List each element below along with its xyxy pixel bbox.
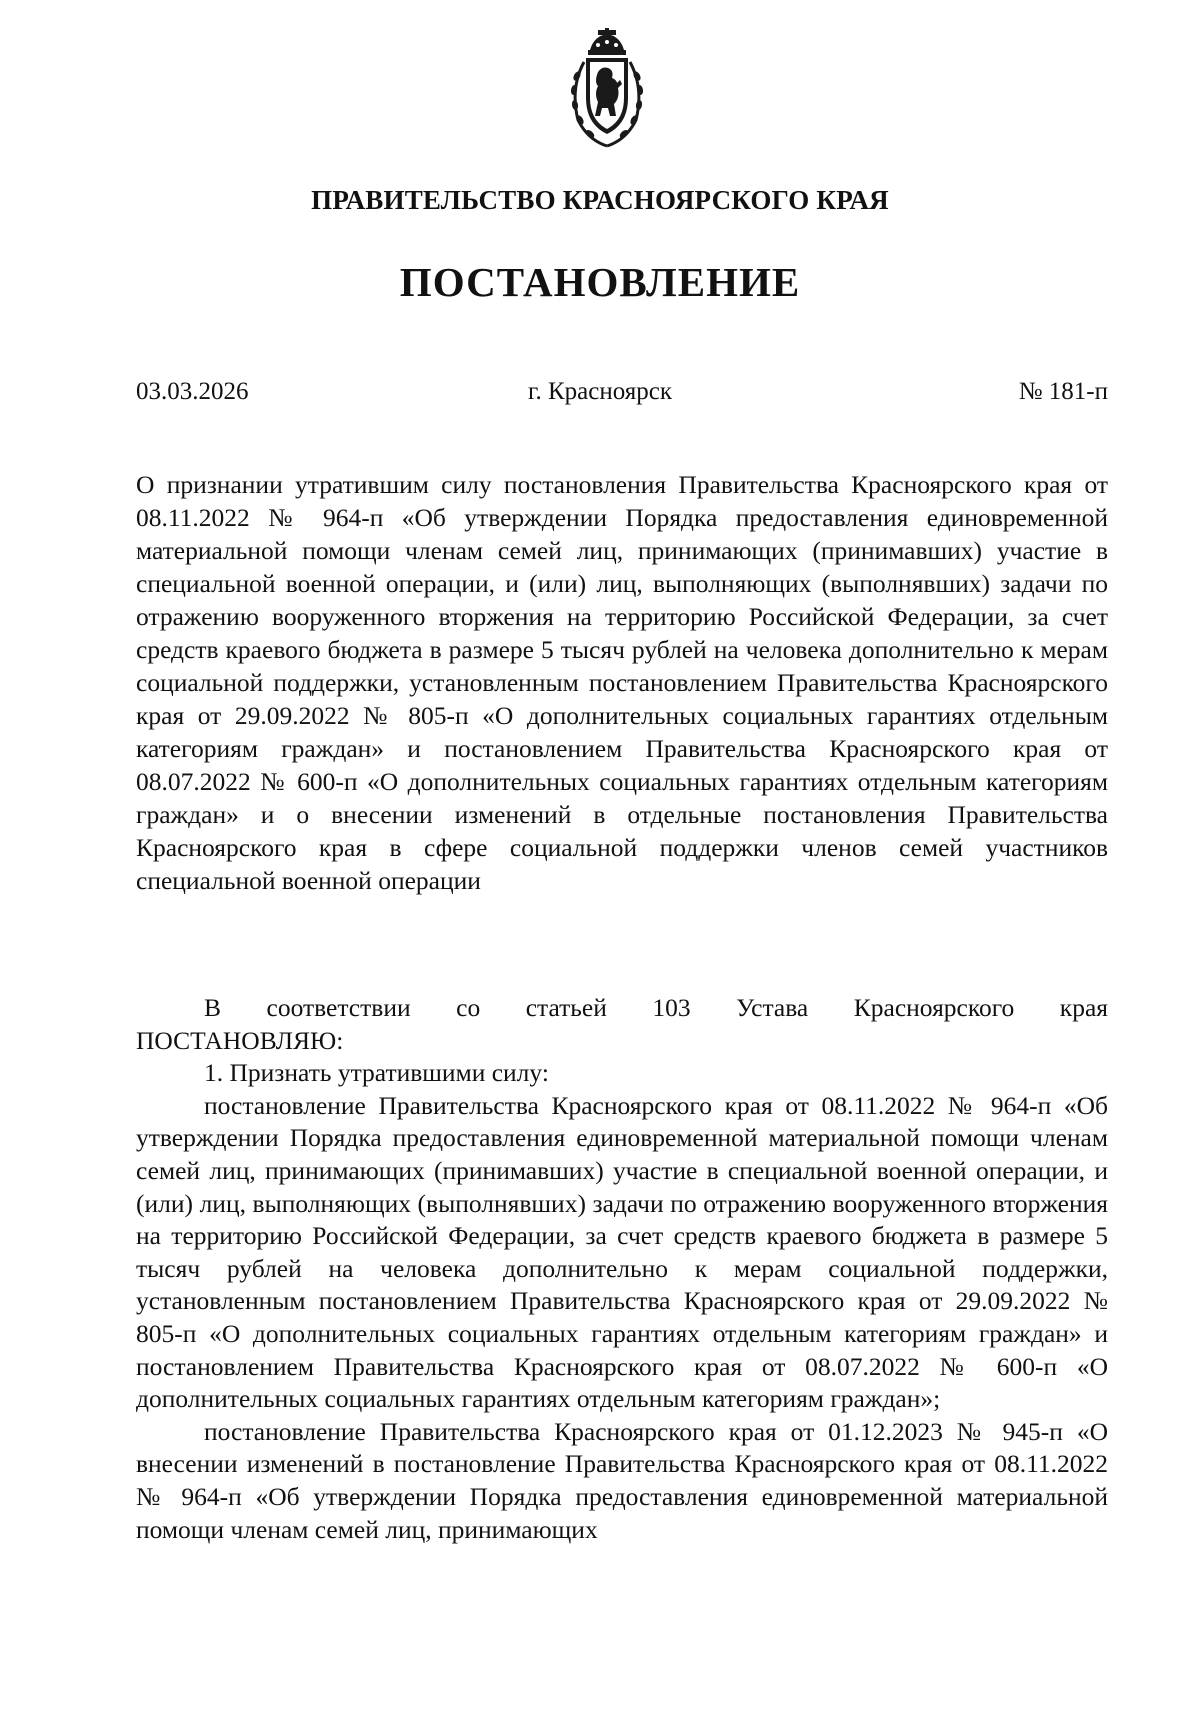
body-paragraph-1: постановление Правительства Красноярского края от 08.11.2022 № 964-п «Об утверждении Порядка предоставления единовременной материальной помощи членам семей лиц, принимающих (принимавших) участие в специальной военной операции, и (или) лиц, выполняющих (выполнявших) задачи по отражению вооруженного вторжения на территорию Российской Федерации, за счет средств краевого бюджета в размере 5 тысяч рублей на человека дополнительно к мерам социальной поддержки, установленным постановлением Правительства Красноярского края от 29.09.2022 № 805-п «О дополнительных социальных гарантиях отдельным категориям граждан» и постановлением Правительства Красноярского края от 08.07.2022 № 600-п «О дополнительных социальных гарантиях отдельным категориям граждан»; — [136, 1090, 1108, 1414]
coat-of-arms-icon — [568, 28, 646, 150]
item-1: 1. Признать утратившими силу: — [204, 1058, 549, 1088]
document-body — [136, 992, 1108, 1546]
body-paragraph-2: постановление Правительства Красноярского края от 01.12.2023 № 945-п «О внесении изменений в постановление Правительства Красноярского края от 08.11.2022 № 964-п «Об утверждении Порядка предоставления единовременной материальной помощи членам семей лиц, принимающих — [136, 1416, 1108, 1544]
document-date: 03.03.2026 — [136, 378, 249, 405]
document-type: ПОСТАНОВЛЕНИЕ — [399, 259, 801, 305]
document-number: № 181-п — [1018, 378, 1108, 405]
intro-text: В соответствии со статьей 103 Устава Красноярского края — [204, 993, 1108, 1022]
resolve-keyword: ПОСТАНОВЛЯЮ: — [136, 1025, 344, 1055]
intro-paragraph — [136, 992, 1108, 1057]
document-subject: О признании утратившим силу постановления Правительства Красноярского края от 08.11.2022 № 964-п «Об утверждении Порядка предоставления единовременной материальной помощи членам семей лиц, принимающих (принимавших) участие в специальной военной операции, и (или) лиц, выполняющих (выполнявших) задачи по отражению вооруженного вторжения на территорию Российской Федерации, за счет средств краевого бюджета в размере 5 тысяч рублей на человека дополнительно к мерам социальной поддержки, установленным постановлением Правительства Красноярского края от 29.09.2022 № 805-п «О дополнительных социальных гарантиях отдельным категориям граждан» и постановлением Правительства Красноярского края от 08.07.2022 № 600-п «О дополнительных социальных гарантиях отдельным категориям граждан» и о внесении изменений в отдельные постановления Правительства Красноярского края в сфере социальной поддержки членов семей участников специальной военной операции — [136, 470, 1108, 895]
organization-name: ПРАВИТЕЛЬСТВО КРАСНОЯРСКОГО КРАЯ — [311, 185, 889, 215]
document-city: г. Красноярск — [528, 378, 672, 405]
